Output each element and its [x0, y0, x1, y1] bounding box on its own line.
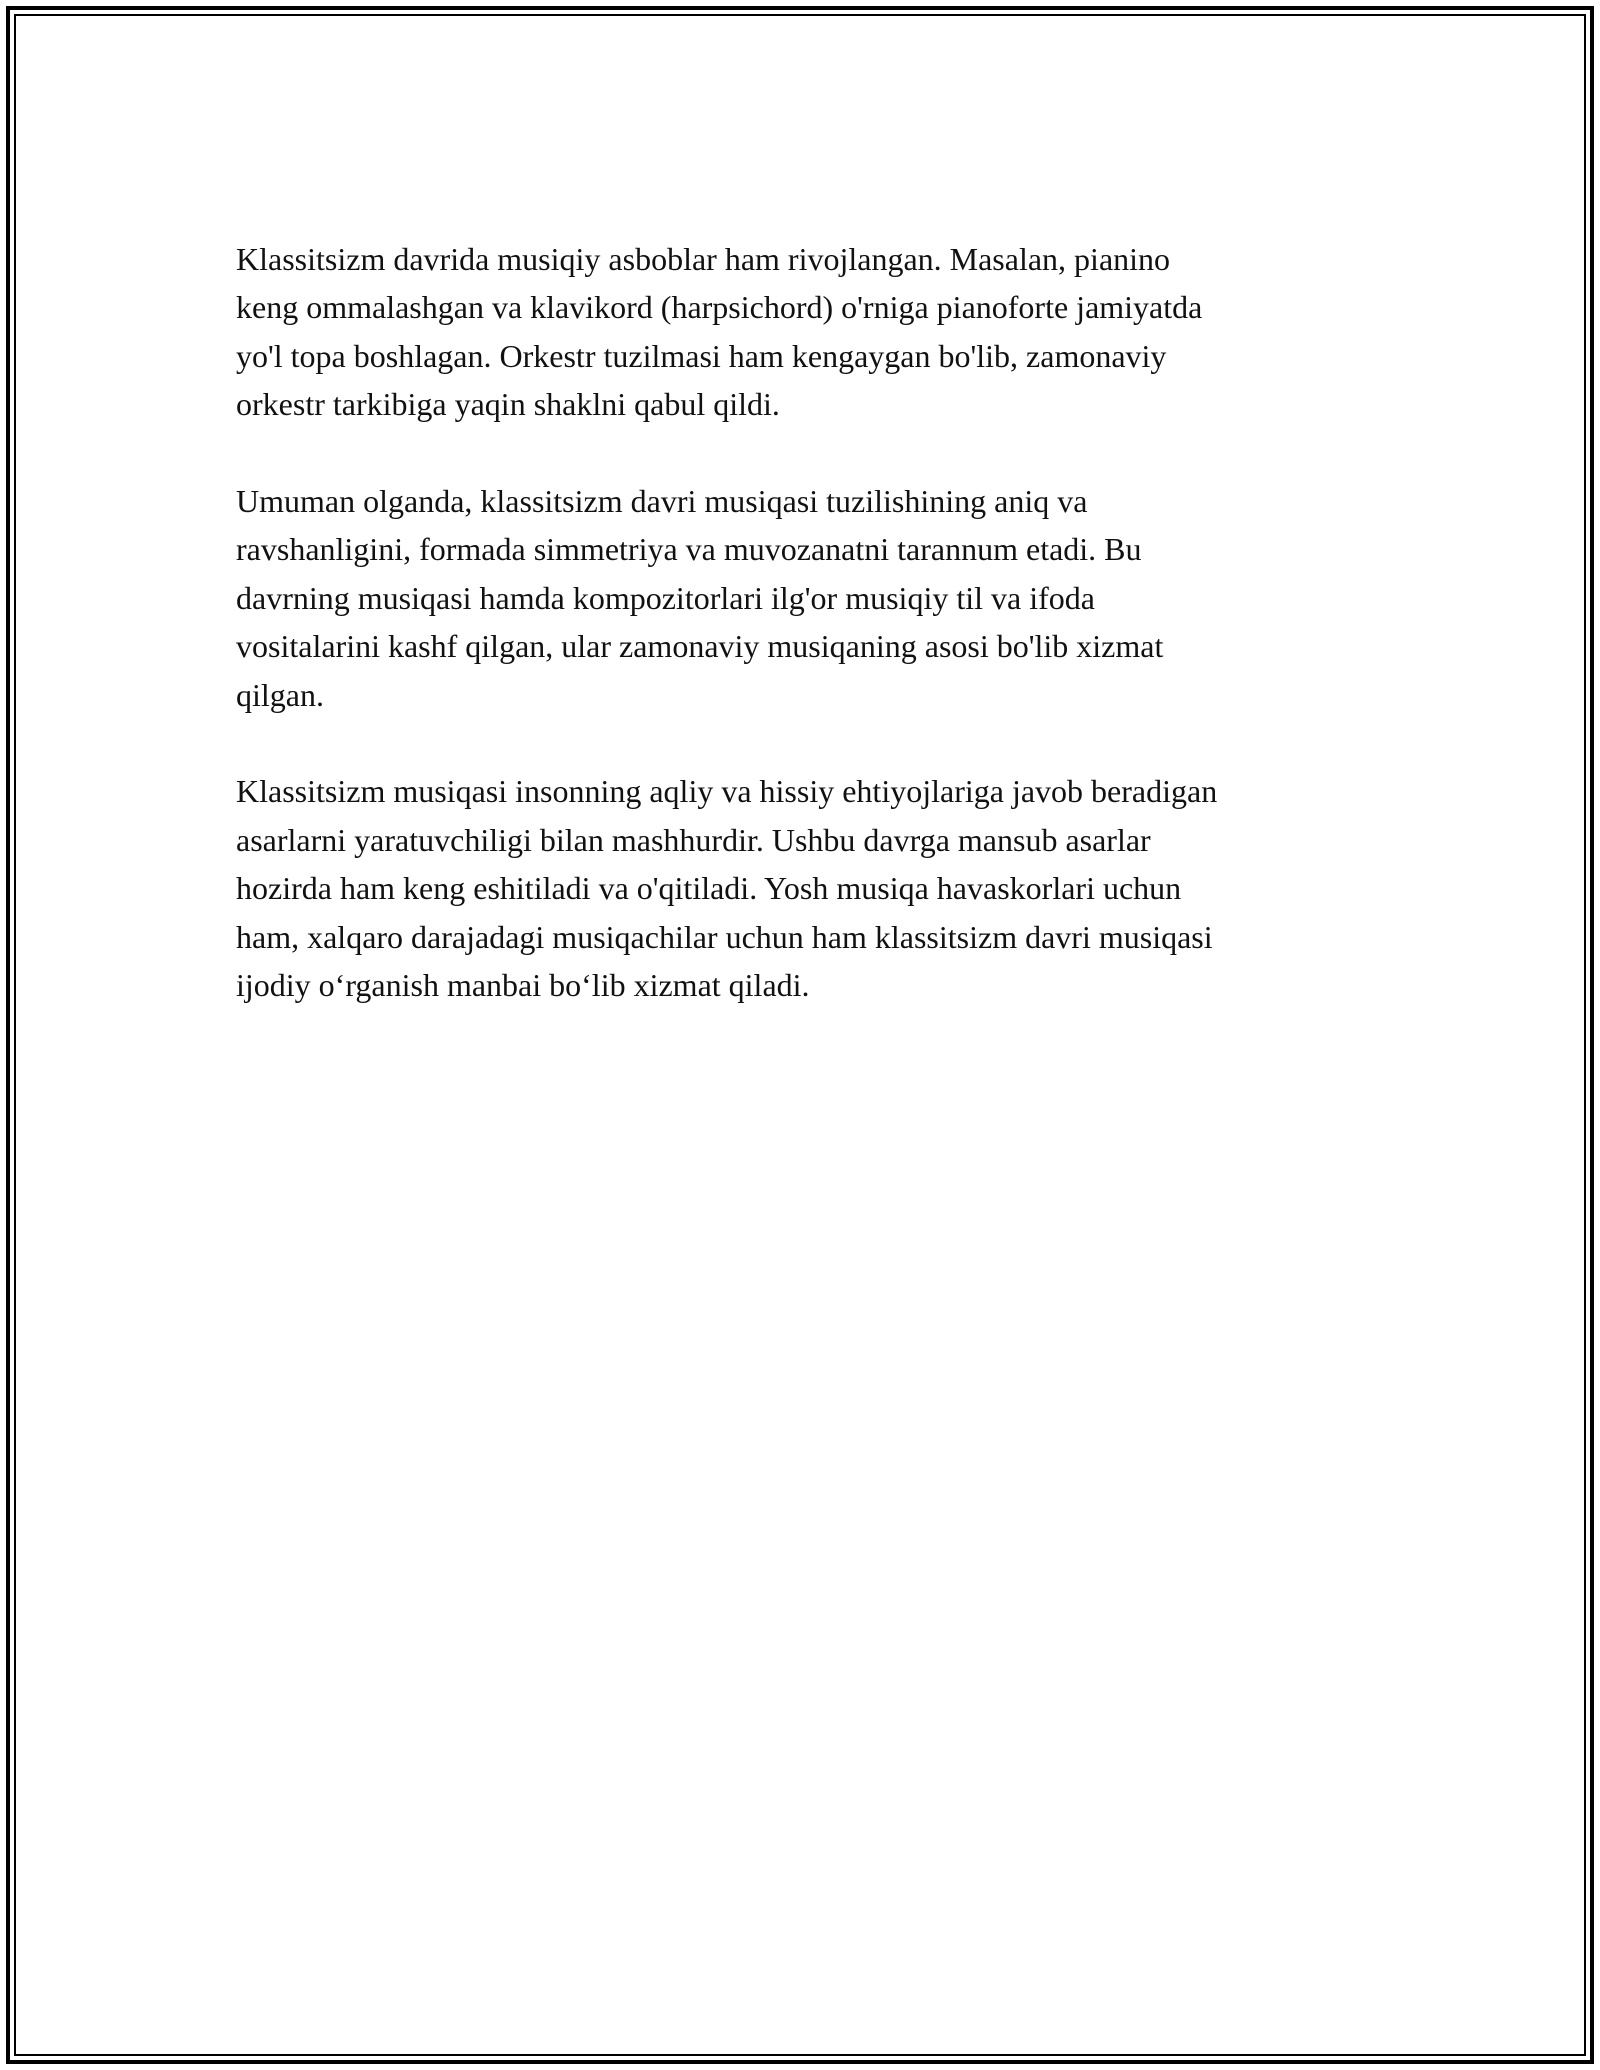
text-line: qilgan. — [236, 676, 324, 713]
document-body — [236, 235, 1376, 1058]
text-line: orkestr tarkibiga yaqin shaklni qabul qildi. — [236, 386, 780, 423]
text-line: asarlarni yaratuvchiligi bilan mashhurdir. Ushbu davrga mansub asarlar — [236, 821, 1151, 858]
text-line: vositalarini kashf qilgan, ular zamonaviy musiqaning asosi bo'lib xizmat — [236, 628, 1164, 665]
text-line: yo'l topa boshlagan. Orkestr tuzilmasi ham kengaygan bo'lib, zamonaviy — [236, 337, 1167, 374]
text-line: Umuman olganda, klassitsizm davri musiqasi tuzilishining aniq va — [236, 483, 1088, 520]
text-line: davrning musiqasi hamda kompozitorlari ilg'or musiqiy til va ifoda — [236, 579, 1095, 616]
text-line: ham, xalqaro darajadagi musiqachilar uchun ham klassitsizm davri musiqasi — [236, 918, 1213, 955]
paragraph-1 — [236, 235, 1376, 429]
text-line: hozirda ham keng eshitiladi va o'qitiladi. Yosh musiqa havaskorlari uchun — [236, 870, 1182, 907]
paragraph-2 — [236, 477, 1376, 719]
text-line: Klassitsizm musiqasi insonning aqliy va hissiy ehtiyojlariga javob beradigan — [236, 773, 1218, 810]
text-line: keng ommalashgan va klavikord (harpsichord) o'rniga pianoforte jamiyatda — [236, 289, 1203, 326]
text-line: Klassitsizm davrida musiqiy asboblar ham rivojlangan. Masalan, pianino — [236, 241, 1171, 277]
paragraph-3 — [236, 767, 1376, 1009]
text-line: ravshanligini, formada simmetriya va muvozanatni tarannum etadi. Bu — [236, 531, 1142, 568]
text-line: ijodiy o‘rganish manbai bo‘lib xizmat qiladi. — [236, 967, 810, 1004]
